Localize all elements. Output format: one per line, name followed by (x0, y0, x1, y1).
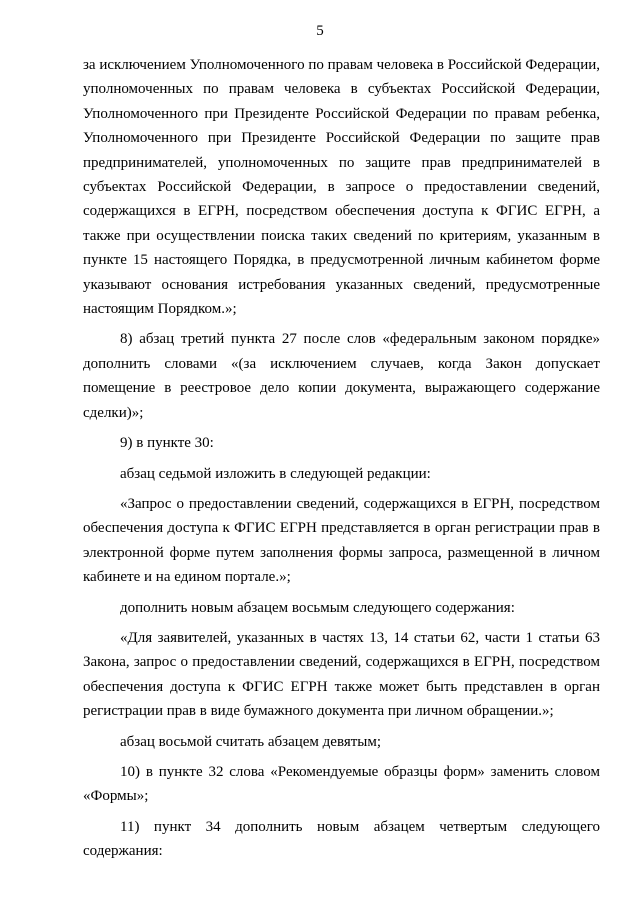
paragraph-item-9-quote-2: «Для заявителей, указанных в частях 13, 14 статьи 62, части 1 статьи 63 Закона, запрос о предоставлении сведений, содержащихся в ЕГРН, посредством обеспечения доступа к ФГИС ЕГРН также может быть представлен в орган регистрации прав в виде бумажного документа при личном обращении.»; (83, 629, 600, 720)
paragraph-item-8: 8) абзац третий пункта 27 после слов «федеральным законом порядке» дополнить словами «(за исключением случаев, когда Закон допускает помещение в реестровое дело копии документа, выражающего содержание сделки)»; (83, 331, 600, 421)
paragraph-item-9-sub-2: дополнить новым абзацем восьмым следующего содержания: (120, 599, 515, 616)
paragraph-item-9-sub-3: абзац восьмой считать абзацем девятым; (120, 733, 382, 750)
paragraph-item-10: 10) в пункте 32 слова «Рекомендуемые образцы форм» заменить словом «Формы»; (83, 763, 600, 805)
paragraph-continuation: за исключением Уполномоченного по правам человека в Российской Федерации, уполномоченных по правам человека в субъектах Российской Федерации, Уполномоченного при Президенте Российской Федерации по правам ребенка, Уполномоченного при Президенте Российской Федерации по защите прав предпринимателей, уполномоченных по защите прав предпринимателей в субъектах Российской Федерации, в запросе о предоставлении сведений, содержащихся в ЕГРН, посредством обеспечения доступа к ФГИС ЕГРН, а также при осуществлении поиска таких сведений по критериям, указанным в пункте 15 настоящего Порядка, в предусмотренной личным кабинетом форме указывают основания истребования указанных сведений, предусмотренные настоящим Порядком.»; (83, 57, 600, 318)
paragraph-item-11: 11) пункт 34 дополнить новым абзацем четвертым следующего содержания: (83, 818, 600, 860)
paragraph-item-9-sub-1: абзац седьмой изложить в следующей редакции: (120, 465, 431, 482)
page-number: 5 (316, 23, 324, 39)
document-body (83, 53, 600, 870)
paragraph-item-9: 9) в пункте 30: (120, 435, 214, 452)
paragraph-item-9-quote-1: «Запрос о предоставлении сведений, содержащихся в ЕГРН, посредством обеспечения доступа к ФГИС ЕГРН представляется в орган регистрации прав в электронной форме путем заполнения формы запроса, размещенной в личном кабинете и на едином портале.»; (83, 495, 600, 586)
